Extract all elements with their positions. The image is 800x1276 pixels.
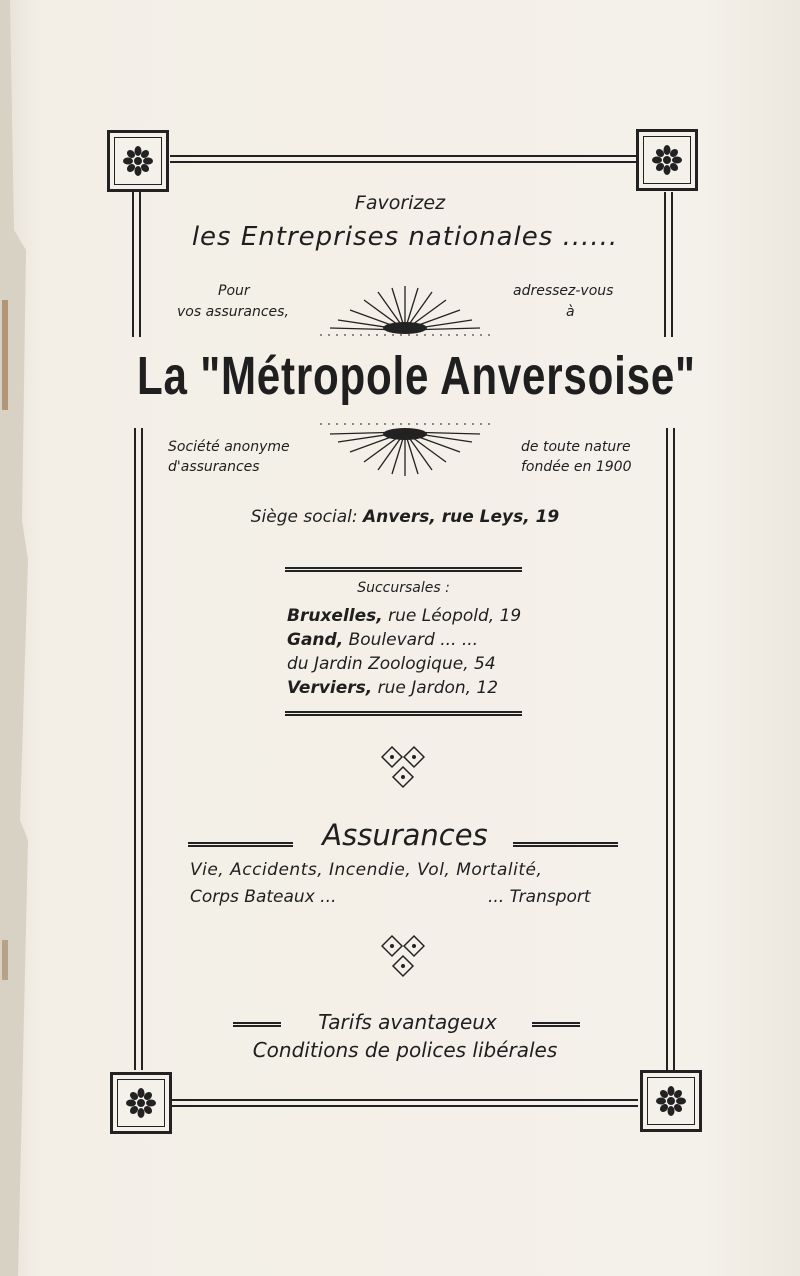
diamond-ornament-icon	[381, 934, 425, 978]
corner-ornament-top-left	[107, 130, 169, 192]
frame-left-rail-lower	[134, 428, 136, 1070]
details-left-bottom: d'assurances	[168, 459, 260, 475]
frame-top-rail	[170, 155, 636, 157]
frame-bottom-rail-inner	[172, 1105, 638, 1107]
branch-item	[287, 628, 537, 652]
insurance-types-line2-right: ... Transport	[488, 887, 591, 907]
details-left-top: Société anonyme	[168, 439, 290, 455]
diamond-ornament-icon	[381, 745, 425, 789]
corner-ornament-bottom-right	[640, 1070, 702, 1132]
insurance-types-line2-left: Corps Bateaux ...	[190, 887, 337, 907]
sunburst-ornament-top	[320, 282, 490, 338]
head-office	[180, 507, 630, 527]
branch-list	[287, 604, 537, 700]
flower-icon	[121, 144, 155, 178]
frame-right-rail-lower	[666, 428, 668, 1070]
branch-address: du Jardin Zoologique, 54	[287, 654, 496, 674]
footer-rule-left	[233, 1022, 281, 1027]
company-name: La "Métropole Anversoise"	[137, 346, 696, 406]
insurance-types-line1: Vie, Accidents, Incendie, Vol, Mortalité,	[190, 860, 543, 880]
footer-conditions: Conditions de polices libérales	[252, 1038, 558, 1062]
frame-right-rail-upper-inner	[671, 192, 673, 337]
frame-right-rail-lower-inner	[673, 428, 675, 1070]
branch-city: Verviers,	[287, 678, 373, 698]
details-right-bottom: fondée en 1900	[521, 459, 632, 475]
flower-icon	[650, 143, 684, 177]
frame-left-rail-upper	[132, 192, 134, 337]
branch-address: Boulevard ... ...	[348, 630, 479, 650]
insurance-heading: Assurances	[322, 818, 488, 852]
company-name-wrap	[60, 345, 760, 415]
details-right-top: de toute nature	[521, 439, 631, 455]
branch-item	[287, 604, 537, 628]
branch-item	[287, 676, 537, 700]
insurance-rule-right	[513, 842, 618, 847]
head-office-value: Anvers, rue Leys, 19	[362, 507, 560, 527]
intro-left-top: Pour	[218, 283, 250, 299]
branch-city: Bruxelles,	[287, 606, 383, 626]
footer-tarifs: Tarifs avantageux	[318, 1010, 497, 1034]
flower-icon	[124, 1086, 158, 1120]
branches-heading: Succursales :	[357, 580, 450, 596]
branch-address: rue Jardon, 12	[377, 678, 499, 698]
branches-bottom-rule	[285, 711, 522, 716]
frame-left-rail-lower-inner	[141, 428, 143, 1070]
torn-edge	[0, 0, 30, 1276]
intro-right-top: adressez-vous	[513, 283, 614, 299]
header-favorizez: Favorizez	[354, 192, 446, 214]
branch-address: rue Léopold, 19	[388, 606, 522, 626]
frame-right-rail-upper	[664, 192, 666, 337]
sunburst-ornament-bottom	[320, 420, 490, 478]
frame-top-rail-inner	[170, 161, 636, 163]
frame-left-rail-upper-inner	[139, 192, 141, 337]
corner-ornament-top-right	[636, 129, 698, 191]
flower-icon	[654, 1084, 688, 1118]
head-office-label: Siège social:	[250, 507, 358, 527]
header-entreprises: les Entreprises nationales ......	[191, 222, 619, 252]
branch-city: Gand,	[287, 630, 344, 650]
footer-rule-right	[532, 1022, 580, 1027]
branch-item	[287, 652, 537, 676]
branches-top-rule	[285, 567, 522, 572]
corner-ornament-bottom-left	[110, 1072, 172, 1134]
frame-bottom-rail	[172, 1099, 638, 1101]
intro-right-bottom: à	[566, 304, 575, 320]
intro-left-bottom: vos assurances,	[177, 304, 289, 320]
insurance-rule-left	[188, 842, 293, 847]
